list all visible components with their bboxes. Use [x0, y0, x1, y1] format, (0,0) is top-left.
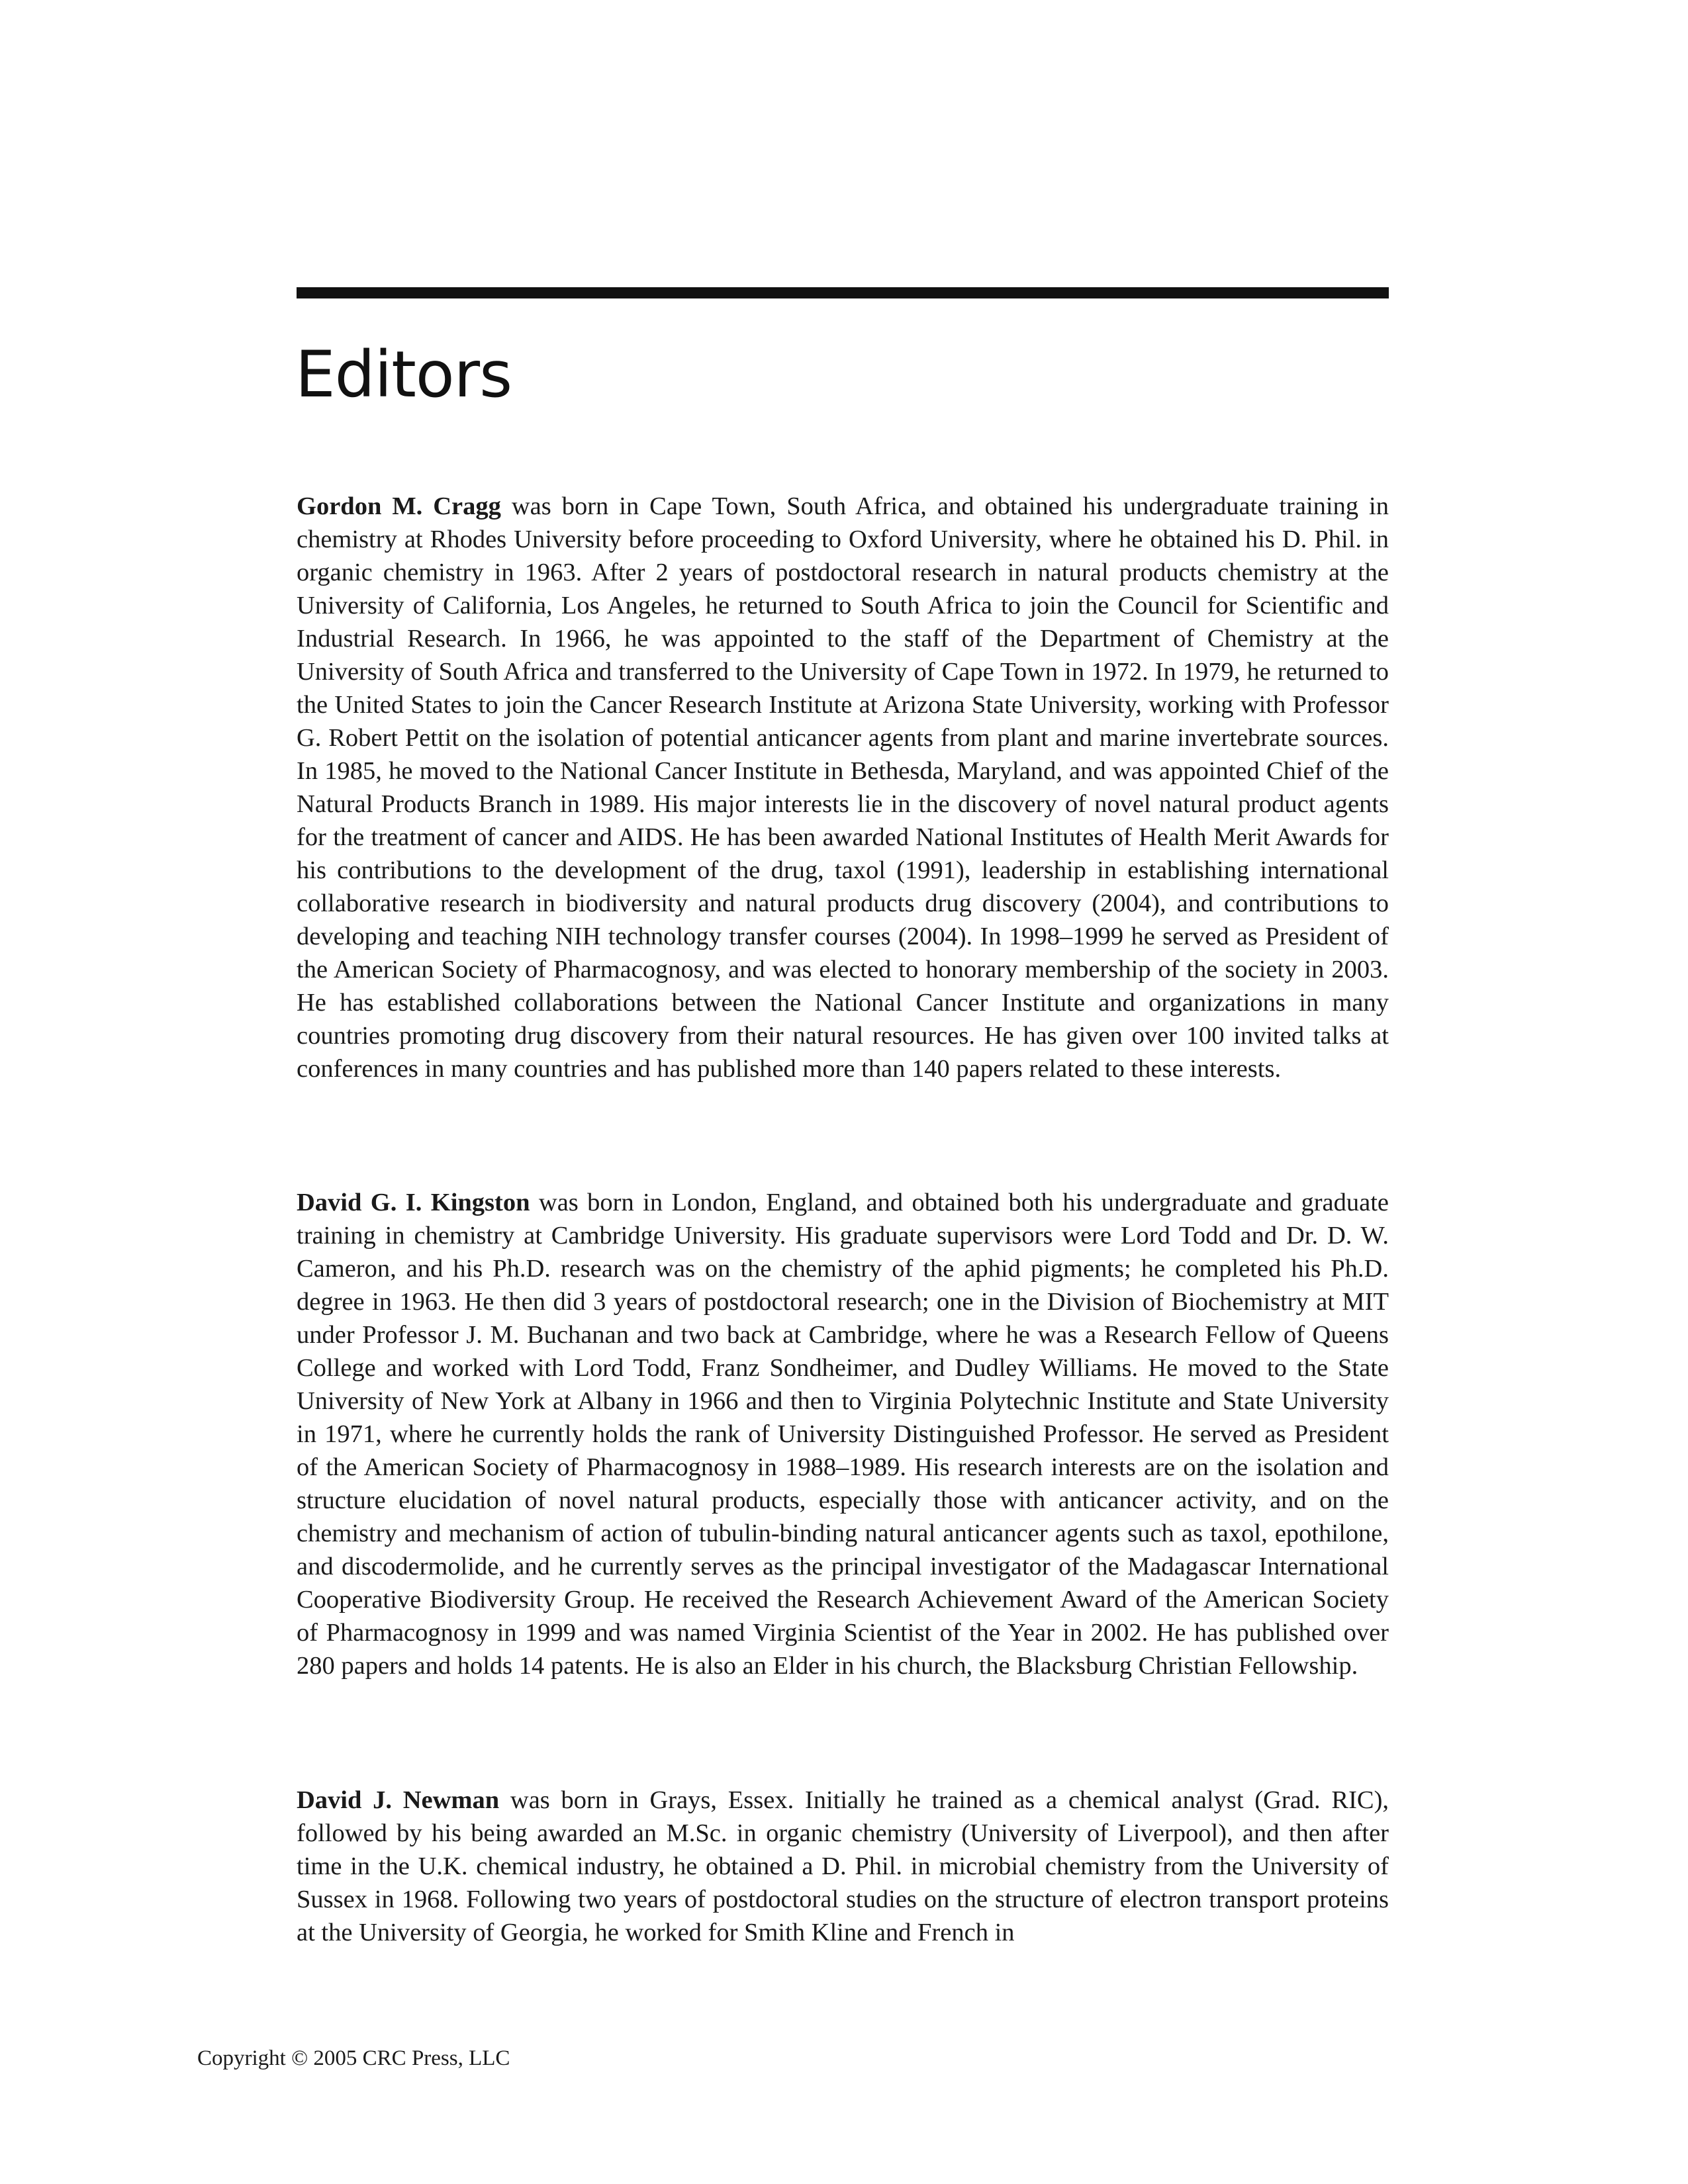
title-rule	[297, 287, 1389, 298]
bio-name: Gordon M. Cragg	[297, 492, 501, 520]
bio-text: was born in Cape Town, South Africa, and obtained his undergraduate training in chemistry at Rhodes University before proceeding to Oxford University, where he obtained his D. Phil. in organic chemistry in 1963. After 2 years of postdoctoral research in natural products chemistry at the University of California, Los Angeles, he returned to South Africa to join the Council for Scientific and Industrial Research. In 1966, he was appointed to the staff of the Department of Chemistry at the University of South Africa and transferred to the University of Cape Town in 1972. In 1979, he returned to the United States to join the Cancer Research Institute at Arizona State University, working with Professor G. Robert Pettit on the isolation of potential anticancer agents from plant and marine invertebrate sources. In 1985, he moved to the National Cancer Institute in Bethesda, Maryland, and was appointed Chief of the Natural Products Branch in 1989. His major interests lie in the discovery of novel natural product agents for the treatment of cancer and AIDS. He has been awarded National Institutes of Health Merit Awards for his contributions to the development of the drug, taxol (1991), leadership in establishing international collaborative research in biodiversity and natural products drug discovery (2004), and contributions to developing and teaching NIH technology transfer courses (2004). In 1998–1999 he served as President of the American Society of Pharmacognosy, and was elected to honorary membership of the society in 2003. He has established collaborations between the National Cancer Institute and organizations in many countries promoting drug discovery from their natural resources. He has given over 100 invited talks at conferences in many countries and has published more than 140 papers related to these interests.	[297, 492, 1389, 1083]
bio-text: was born in Grays, Essex. Initially he trained as a chemical analyst (Grad. RIC), followed by his being awarded an M.Sc. in organic chemistry (University of Liverpool), and then after time in the U.K. chemical industry, he obtained a D. Phil. in microbial chemistry from the University of Sussex in 1968. Following two years of postdoctoral studies on the structure of electron transport proteins at the University of Georgia, he worked for Smith Kline and French in	[297, 1786, 1389, 1946]
bio-name: David G. I. Kingston	[297, 1189, 530, 1216]
bio-name: David J. Newman	[297, 1786, 500, 1814]
bio-text: was born in London, England, and obtained both his undergraduate and graduate training in chemistry at Cambridge University. His graduate supervisors were Lord Todd and Dr. D. W. Cameron, and his Ph.D. research was on the chemistry of the aphid pigments; he completed his Ph.D. degree in 1963. He then did 3 years of postdoctoral research; one in the Division of Biochemistry at MIT under Professor J. M. Buchanan and two back at Cambridge, where he was a Research Fellow of Queens College and worked with Lord Todd, Franz Sondheimer, and Dudley Williams. He moved to the State University of New York at Albany in 1966 and then to Virginia Polytechnic Institute and State University in 1971, where he currently holds the rank of University Distinguished Professor. He served as President of the American Society of Pharmacognosy in 1988–1989. His research interests are on the isolation and structure elucidation of novel natural products, especially those with anticancer activity, and on the chemistry and mechanism of action of tubulin-binding natural anticancer agents such as taxol, epothilone, and discodermolide, and he currently serves as the principal investigator of the Madagascar International Cooperative Biodiversity Group. He received the Research Achievement Award of the American Society of Pharmacognosy in 1999 and was named Virginia Scientist of the Year in 2002. He has published over 280 papers and holds 14 patents. He is also an Elder in his church, the Blacksburg Christian Fellowship.	[297, 1189, 1389, 1680]
bio-paragraph-kingston	[297, 1186, 1389, 1682]
bio-paragraph-newman	[297, 1784, 1389, 1949]
page-title: Editors	[295, 338, 512, 412]
bio-paragraph-cragg	[297, 490, 1389, 1085]
copyright-footer: Copyright © 2005 CRC Press, LLC	[197, 2046, 510, 2070]
